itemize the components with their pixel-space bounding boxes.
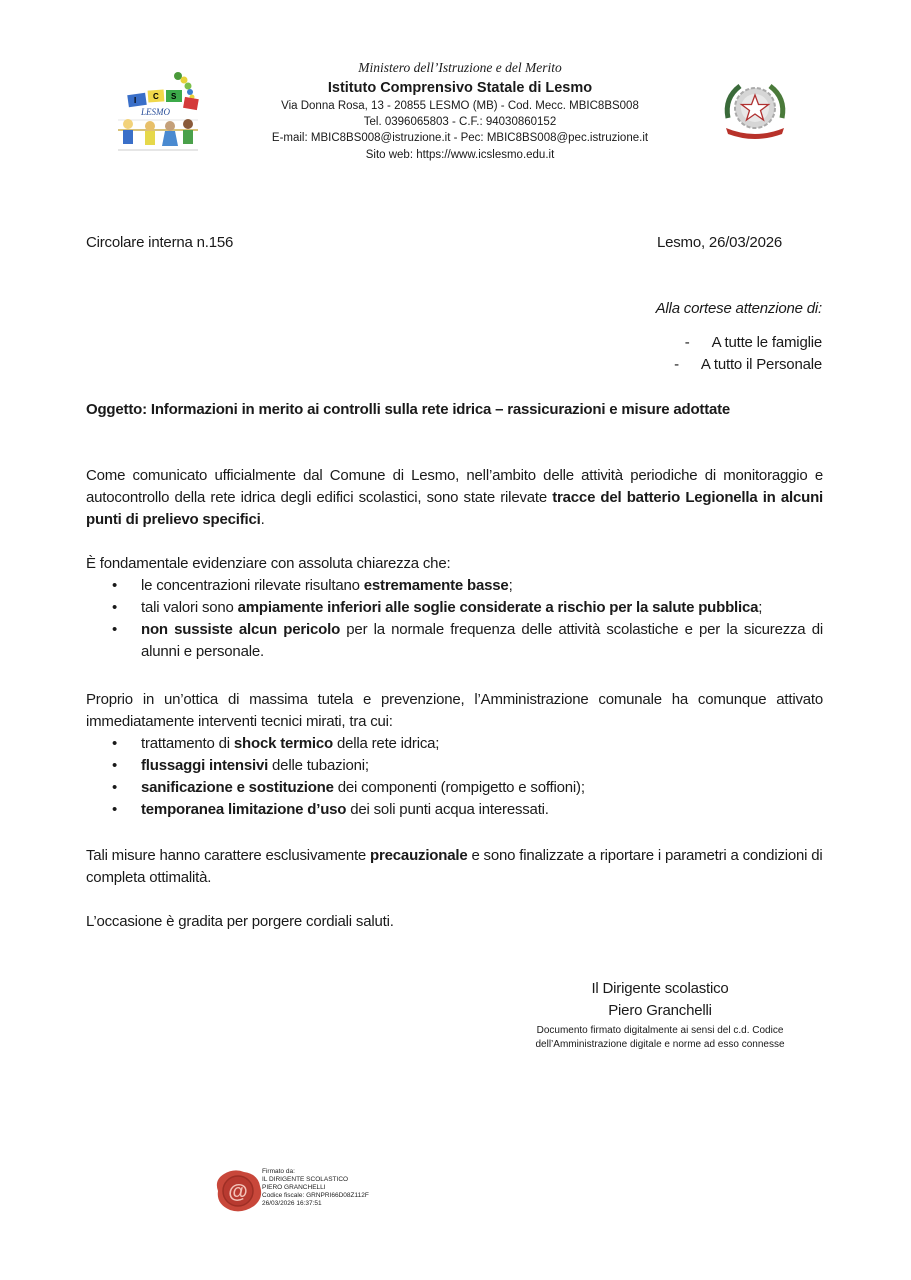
recipient-item: - A tutto il Personale [674, 356, 822, 373]
svg-text:LESMO: LESMO [141, 107, 170, 117]
measures-bullets [86, 733, 823, 821]
list-item: • tali valori sono ampiamente inferiori alle soglie considerate a rischio per la salute pubblica; [86, 597, 823, 619]
signatory-role: Il Dirigente scolastico [591, 980, 729, 997]
institute-phone: Tel. 0396065803 - C.F.: 94030860152 [363, 116, 557, 128]
svg-text:I: I [134, 96, 137, 105]
subject-line: Oggetto: Informazioni in merito ai controlli sulla rete idrica – rassicurazioni e misure adottate [86, 401, 731, 418]
institute-email[interactable]: E-mail: MBIC8BS008@istruzione.it - Pec: MBIC8BS008@pec.istruzione.it [271, 132, 649, 144]
svg-text:S: S [171, 92, 177, 101]
svg-text:@: @ [228, 1181, 248, 1203]
list-item: • sanificazione e sostituzione dei componenti (rompigetto e soffioni); [86, 777, 823, 799]
signature-block [490, 978, 830, 1052]
paragraph-measures [86, 689, 823, 821]
list-item: • flussaggi intensivi delle tubazioni; [86, 755, 823, 777]
paragraph-precaution: Tali misure hanno carattere esclusivamente precauzionale e sono finalizzate a riportare i parametri a condizioni di completa ottimalità. [86, 847, 823, 886]
digital-signature-note-2: dell’Amministrazione digitale e norme ad esso connesse [535, 1039, 785, 1050]
wax-seal-at-icon [212, 1168, 264, 1214]
measures-intro: Proprio in un’ottica di massima tutela e prevenzione, l’Amministrazione comunale ha comunque attivato immediatamente interventi tecnici mirati, tra cui: [86, 691, 823, 730]
italian-republic-emblem-icon [718, 78, 792, 144]
ministry-name: Ministero dell’Istruzione e del Merito [358, 60, 562, 75]
school-train-logo-icon [108, 68, 204, 158]
signatory-name: Piero Granchelli [608, 1002, 712, 1019]
list-item: • temporanea limitazione d’uso dei soli punti acqua interessati. [86, 799, 823, 821]
digital-stamp-info: Firmato da: IL DIRIGENTE SCOLASTICO PIERO GRANCHELLI Codice fiscale: GRNPRI66D08Z112F 26/03/2026 16:37:51 [262, 1168, 369, 1207]
school-logo [108, 68, 204, 158]
paragraph-clarification [86, 553, 823, 663]
institute-website[interactable]: Sito web: https://www.icslesmo.edu.it [365, 149, 555, 161]
digital-signature-note-1: Documento firmato digitalmente ai sensi del c.d. Codice [536, 1025, 784, 1036]
paragraph-announcement: Come comunicato ufficialmente dal Comune di Lesmo, nell’ambito delle attività periodiche di monitoraggio e autocontrollo della rete idrica degli edifici scolastici, sono state rilevate tracce del batterio Legionella in alcuni punti di prelievo specifici. [86, 467, 823, 528]
clarification-bullets [86, 575, 823, 663]
list-item: • non sussiste alcun pericolo per la normale frequenza delle attività scolastiche e per la sicurezza di alunni e personale. [86, 619, 823, 663]
italian-republic-emblem [718, 78, 792, 144]
recipient-item: - A tutte le famiglie [684, 334, 822, 351]
dash-marker: - [684, 334, 690, 351]
list-item: • trattamento di shock termico della rete idrica; [86, 733, 823, 755]
recipients-intro: Alla cortese attenzione di: [655, 300, 822, 317]
recipients-list [674, 332, 822, 376]
clarification-intro: È fondamentale evidenziare con assoluta chiarezza che: [86, 555, 451, 572]
dash-marker: - [674, 356, 679, 373]
closing-greeting: L’occasione è gradita per porgere cordiali saluti. [86, 913, 394, 930]
institute-name: Istituto Comprensivo Statale di Lesmo [327, 80, 593, 96]
svg-text:C: C [153, 92, 159, 101]
circular-number: Circolare interna n.156 [86, 234, 234, 251]
legionella-highlight: tracce del batterio Legionella in alcuni punti di prelievo specifici [86, 489, 823, 528]
list-item: • le concentrazioni rilevate risultano estremamente basse; [86, 575, 823, 597]
institute-address: Via Donna Rosa, 13 - 20855 LESMO (MB) - Cod. Mecc. MBIC8BS008 [281, 100, 639, 112]
place-date: Lesmo, 26/03/2026 [656, 234, 782, 251]
